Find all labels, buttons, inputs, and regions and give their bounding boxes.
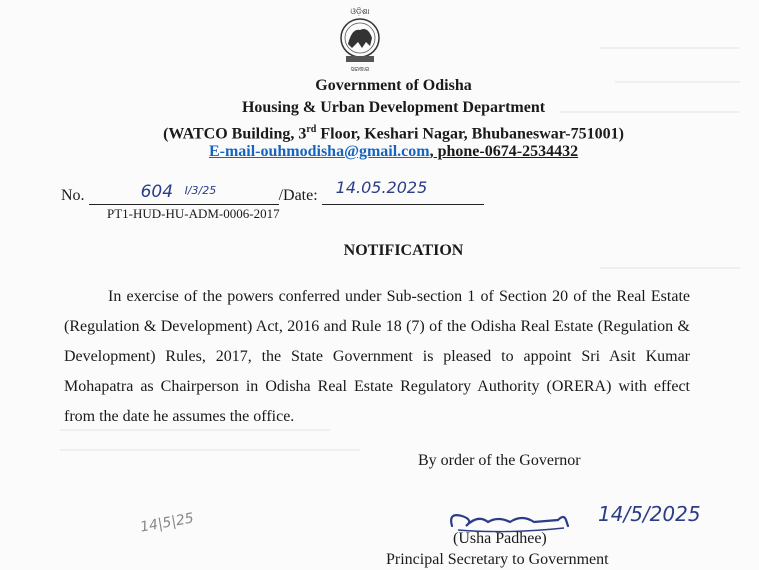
no-field — [89, 182, 279, 205]
address-part: Floor, Keshari Nagar, Bhubaneswar-751001) — [316, 125, 624, 143]
file-number: PT1-HUD-HU-ADM-0006-2017 — [107, 206, 280, 221]
state-emblem-logo — [320, 4, 400, 74]
signature-date: 14/5/2025 — [598, 502, 701, 526]
no-label: No. — [61, 187, 85, 204]
notification-paragraph: In exercise of the powers conferred under Sub-section 1 of Section 20 of the Real Estate (Regulation & Development) Act, 2016 and Rule 18 (7) of the Odisha Real Estate (Regulation & Development) Rules, 2017, the State Government is pleased to appoint Sri Asit Kumar Mohapatra as Chairperson in Odisha Real Estate Regulatory Authority (ORERA) with effect from the date he assumes the office. — [64, 288, 690, 425]
address-superscript: rd — [306, 124, 317, 135]
no-annotation: I/3/25 — [184, 184, 217, 197]
phone-number: , phone-0674-2534432 — [429, 143, 579, 160]
date-value: 14.05.2025 — [335, 178, 428, 197]
svg-text:ସରକାର: ସରକାର — [350, 66, 370, 73]
date-field — [322, 178, 484, 205]
government-name: Government of Odisha — [315, 77, 472, 94]
address-part: (WATCO Building, 3 — [163, 125, 307, 143]
date-label: /Date: — [278, 187, 318, 204]
notification-body — [64, 282, 690, 432]
no-value: 604 — [140, 182, 174, 202]
reference-line — [61, 178, 484, 205]
margin-note: 14|5|25 — [139, 510, 195, 536]
contact-line — [0, 142, 759, 162]
notification-title: NOTIFICATION — [343, 242, 464, 259]
signatory-name: (Usha Padhee) — [453, 530, 547, 547]
department-address — [0, 120, 759, 144]
svg-text:ଓଡ଼ିଶା: ଓଡ଼ିଶା — [350, 7, 370, 16]
order-line: By order of the Governor — [418, 452, 581, 469]
signatory-designation: Principal Secretary to Government — [386, 551, 609, 568]
department-name: Housing & Urban Development Department — [241, 99, 546, 116]
email-link[interactable]: E-mail-ouhmodisha@gmail.com — [208, 143, 430, 160]
